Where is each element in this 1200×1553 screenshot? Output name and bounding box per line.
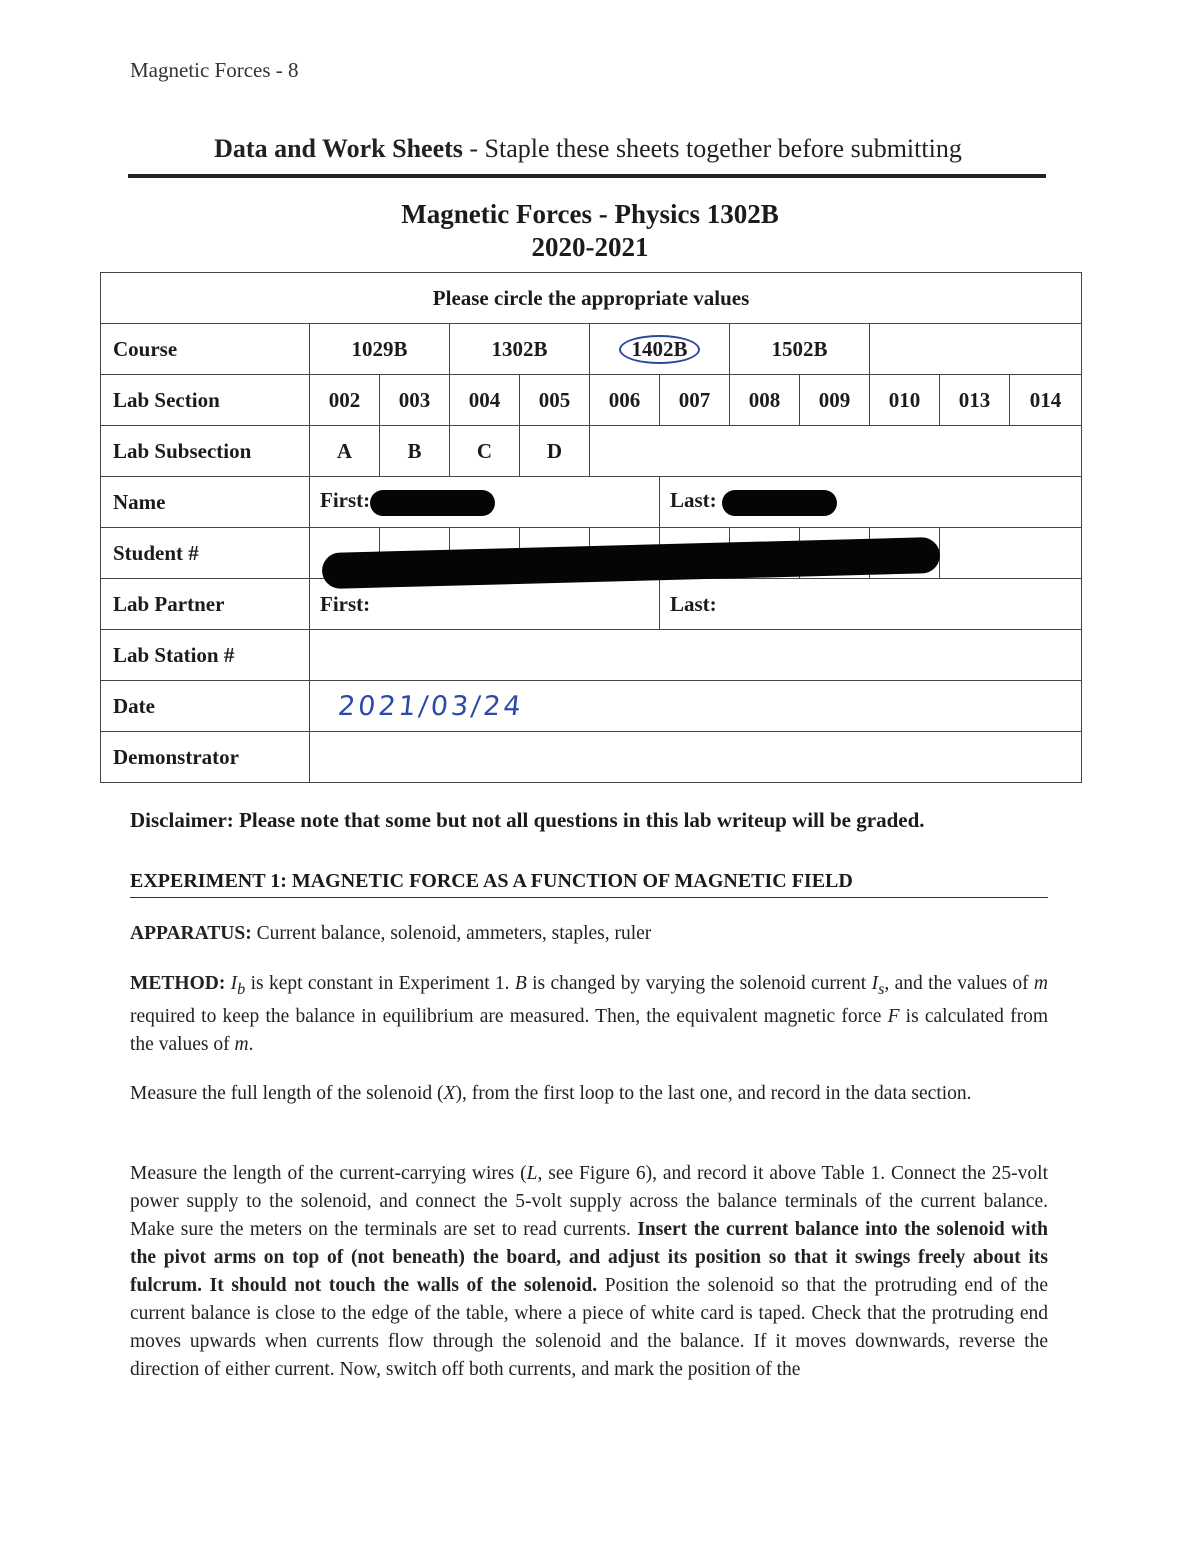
- redacted-first-name: [370, 490, 495, 516]
- lab-subsection-row: [101, 426, 1082, 477]
- subsection-option[interactable]: C: [450, 426, 520, 477]
- measure-text-2: ), from the first loop to the last one, and record in the data section.: [455, 1083, 972, 1104]
- apparatus-text: Current balance, solenoid, ammeters, staples, ruler: [251, 923, 652, 944]
- redacted-last-name: [722, 490, 837, 516]
- heading-rule: [128, 174, 1046, 178]
- date-handwritten: 2021/03/24: [336, 690, 526, 722]
- f-symbol: F: [887, 1005, 900, 1027]
- section-option[interactable]: 006: [590, 375, 660, 426]
- section-option[interactable]: 013: [940, 375, 1010, 426]
- is-symbol: I: [871, 973, 879, 994]
- student-empty-cell: [940, 528, 1082, 579]
- info-form-table: [100, 272, 1082, 783]
- course-row: [101, 324, 1082, 375]
- name-row: [101, 477, 1082, 528]
- subsection-empty-cell: [590, 426, 1082, 477]
- s-subscript: s: [878, 979, 885, 998]
- m-symbol-2: m: [234, 1033, 249, 1055]
- lab-station-row: [101, 630, 1082, 681]
- form-title: [100, 198, 1080, 264]
- sheet-heading-rest: - Staple these sheets together before submitting: [462, 134, 962, 163]
- lab-station-field[interactable]: [310, 630, 1082, 681]
- lab-partner-label: Lab Partner: [101, 579, 310, 630]
- form-title-line1: Magnetic Forces - Physics 1302B: [401, 199, 779, 229]
- course-option-selected[interactable]: [590, 324, 730, 375]
- lab-section-row: [101, 375, 1082, 426]
- method-text-2: is changed by varying the solenoid current: [526, 973, 872, 994]
- ib-symbol: I: [225, 973, 238, 994]
- section-option[interactable]: 010: [870, 375, 940, 426]
- demonstrator-label: Demonstrator: [101, 732, 310, 783]
- method-paragraph: [130, 970, 1048, 1059]
- partner-first-label: First:: [320, 591, 371, 616]
- apparatus-paragraph: [130, 920, 1048, 948]
- date-label: Date: [101, 681, 310, 732]
- circled-course: 1402B: [619, 335, 699, 364]
- method-text-3: , and the values of: [884, 973, 1034, 994]
- experiment-title: EXPERIMENT 1: MAGNETIC FORCE AS A FUNCTION OF MAGNETIC FIELD: [130, 870, 1048, 898]
- measure-text-1: Measure the full length of the solenoid (: [130, 1083, 444, 1104]
- last-name-field[interactable]: [660, 477, 1082, 528]
- section-option[interactable]: 008: [730, 375, 800, 426]
- form-title-line2: 2020-2021: [531, 232, 649, 262]
- section-option[interactable]: 003: [380, 375, 450, 426]
- student-number-label: Student #: [101, 528, 310, 579]
- procedure-paragraph: [130, 1160, 1048, 1384]
- measure-solenoid-paragraph: [130, 1080, 1048, 1108]
- procedure-text-2: , see Figure 6), and record it above Table 1. Connect the 25-volt power supply to the solenoid, and connect the 5-volt supply across the balance terminals of the current balance. Make sure the meters on the terminals are set to read currents.: [130, 1163, 1048, 1240]
- name-label: Name: [101, 477, 310, 528]
- date-row: [101, 681, 1082, 732]
- first-name-field[interactable]: [310, 477, 660, 528]
- procedure-bold: Insert the current balance into the solenoid with the pivot arms on top of (not beneath) the board, and adjust its position so that it swings freely about its fulcrum. It should not touch the walls of the solenoid.: [130, 1219, 1048, 1296]
- section-option[interactable]: 004: [450, 375, 520, 426]
- method-text-5: is calculated from the values of: [130, 1005, 1048, 1055]
- procedure-text-3: Position the solenoid so that the protruding end of the current balance is close to the edge of the table, where a piece of white card is taped. Check that the protruding end moves upwards when currents flow through the solenoid and the balance. If it moves downwards, reverse the direction of either current. Now, switch off both currents, and mark the position of the: [130, 1275, 1048, 1380]
- method-text-1: is kept constant in Experiment 1.: [245, 973, 515, 994]
- lab-section-label: Lab Section: [101, 375, 310, 426]
- sheet-heading: [130, 134, 1046, 164]
- section-option[interactable]: 007: [660, 375, 730, 426]
- method-text-6: .: [248, 1033, 254, 1055]
- course-empty-cell: [870, 324, 1082, 375]
- method-label: METHOD:: [130, 973, 226, 994]
- b-symbol: B: [514, 973, 527, 994]
- x-symbol: X: [443, 1083, 456, 1104]
- disclaimer: Disclaimer: Please note that some but not all questions in this lab writeup will be graded.: [130, 808, 925, 832]
- page-header: Magnetic Forces - 8: [130, 58, 299, 82]
- date-field[interactable]: [310, 681, 1082, 732]
- last-label: Last:: [670, 488, 717, 513]
- section-option[interactable]: 005: [520, 375, 590, 426]
- partner-last-label: Last:: [670, 591, 717, 616]
- lab-partner-row: [101, 579, 1082, 630]
- demonstrator-field[interactable]: [310, 732, 1082, 783]
- m-symbol: m: [1033, 973, 1049, 994]
- procedure-text-1: Measure the length of the current-carrying wires (: [130, 1163, 527, 1184]
- sheet-heading-bold: Data and Work Sheets: [214, 134, 463, 163]
- subsection-option[interactable]: B: [380, 426, 450, 477]
- apparatus-label: APPARATUS:: [130, 923, 252, 944]
- demonstrator-row: [101, 732, 1082, 783]
- course-option[interactable]: 1029B: [310, 324, 450, 375]
- b-subscript: b: [237, 979, 246, 998]
- section-option[interactable]: 009: [800, 375, 870, 426]
- subsection-option[interactable]: A: [310, 426, 380, 477]
- section-option[interactable]: 002: [310, 375, 380, 426]
- l-symbol: L: [526, 1163, 538, 1184]
- course-option[interactable]: 1302B: [450, 324, 590, 375]
- method-text-4: required to keep the balance in equilibrium are measured. Then, the equivalent magnetic force: [130, 1005, 888, 1027]
- section-option[interactable]: 014: [1010, 375, 1082, 426]
- partner-last-field[interactable]: [660, 579, 1082, 630]
- lab-station-label: Lab Station #: [101, 630, 310, 681]
- lab-subsection-label: Lab Subsection: [101, 426, 310, 477]
- first-label: First:: [320, 488, 371, 513]
- course-label: Course: [101, 324, 310, 375]
- course-option[interactable]: 1502B: [730, 324, 870, 375]
- subsection-option[interactable]: D: [520, 426, 590, 477]
- circle-instruction: Please circle the appropriate values: [101, 273, 1082, 324]
